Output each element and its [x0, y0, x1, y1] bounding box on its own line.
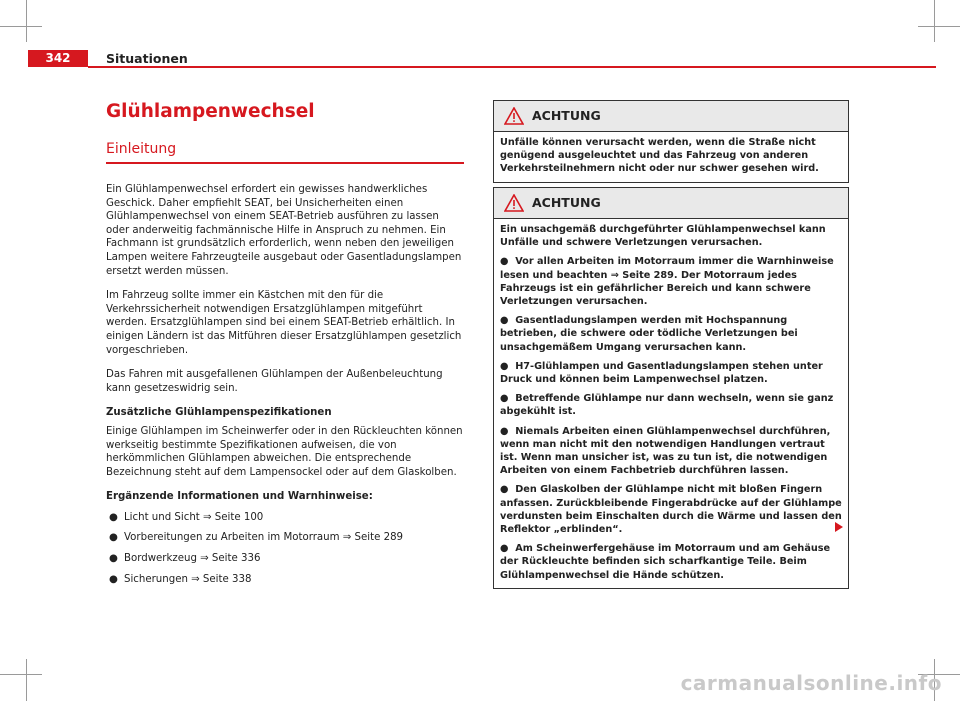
link-bordwerkzeug[interactable]: Bordwerkzeug ⇒ Seite 336 [124, 553, 261, 565]
warning-box-1 [493, 100, 849, 183]
spec-text: Einige Glühlampen im Scheinwerfer oder in den Rückleuchten können werkseitig bestimmte Spezifikationen aufweisen, die von herkömmlichen Glühlampen abweichen. Die entsprechende Bezeichnung steht auf dem Lampensockel oder auf dem Glaskolben. [106, 425, 463, 478]
warning-bullet [500, 255, 842, 308]
warning-bullet-text: H7-Glühlampen und Gasentladungslampen stehen unter Druck und können beim Lampenwechsel platzen. [500, 360, 823, 386]
bullet-icon: ● [109, 553, 118, 565]
bullet-icon: ● [500, 543, 509, 555]
crop-mark [0, 26, 42, 27]
crop-mark [26, 0, 27, 42]
bullet-icon: ● [500, 425, 509, 437]
page-title: Glühlampenwechsel [106, 101, 315, 122]
warning-bullet-text: Den Glaskolben der Glühlampe nicht mit bloßen Fingern anfassen. Zurückbleibende Fingerabdrücke auf der Glühlampe verdunsten beim Einschalten durch die Wärme und lassen den Reflektor „erblinden“. [500, 484, 842, 536]
section-title: Situationen [106, 51, 188, 66]
warning-bullet-text: Am Scheinwerfergehäuse im Motorraum und am Gehäuse der Rückleuchte befinden sich scharfkantige Teile. Beim Glühlampenwechsel die Hände schützen. [500, 543, 831, 581]
warning-bullet-text: Gasentladungslampen werden mit Hochspannung betrieben, die schwere oder tödliche Verletzungen bei unsachgemäßem Umgang verursachen kann. [500, 315, 798, 353]
list-item [106, 511, 464, 525]
left-column [106, 100, 464, 586]
bullet-icon: ● [500, 315, 509, 327]
warning-bullet-text: Niemals Arbeiten einen Glühlampenwechsel durchführen, wenn man nicht mit den notwendigen Handlungen vertraut ist. Wenn man unsicher ist, was zu tun ist, die notwendigen Arbeiten von einem Fachbetrieb durchführen lassen. [500, 425, 831, 477]
warning-header [494, 101, 848, 132]
warning-bullet [500, 392, 842, 418]
crop-mark [0, 674, 42, 675]
list-item [106, 531, 464, 545]
bullet-icon: ● [500, 360, 509, 372]
warning-body [494, 219, 848, 588]
warning-triangle-icon [504, 194, 524, 212]
crop-mark [26, 659, 27, 701]
warning-header [494, 188, 848, 219]
warning-text: Unfälle können verursacht werden, wenn die Straße nicht genügend ausgeleuchtet und das Fahrzeug von anderen Verkehrsteilnehmern nicht oder nur schwer gesehen wird. [500, 137, 819, 175]
paragraph: Ein Glühlampenwechsel erfordert ein gewisses handwerkliches Geschick. Daher empfiehlt SEAT, bei Unsicherheiten einen Glühlampenwechsel von einem SEAT-Betrieb ausführen zu lassen oder anderweitig fachmännische Hilfe in Anspruch zu nehmen. Ein Fachmann ist grundsätzlich erforderlich, wenn neben den jeweiligen Lampen weitere Fahrzeugteile ausgebaut oder Gasentladungslampen ersetzt werden müssen. [106, 184, 462, 277]
bullet-icon: ● [500, 393, 509, 405]
warning-bullet [500, 425, 842, 478]
warning-bullet-text: Betreffende Glühlampe nur dann wechseln, wenn sie ganz abgekühlt ist. [500, 393, 834, 418]
paragraph: Im Fahrzeug sollte immer ein Kästchen mit den für die Verkehrssicherheit notwendigen Ersatzglühlampen mitgeführt werden. Ersatzglühlampen sind bei einem SEAT-Betrieb erhältlich. In einigen Ländern ist das Mitführen dieser Ersatzglühlampen gesetzlich vorgeschrieben. [106, 290, 462, 356]
warning-bullet [500, 483, 842, 536]
link-licht-sicht[interactable]: Licht und Sicht ⇒ Seite 100 [124, 511, 264, 523]
info-heading: Ergänzende Informationen und Warnhinweise: [106, 491, 373, 503]
list-item [106, 552, 464, 566]
spec-heading: Zusätzliche Glühlampenspezifikationen [106, 407, 332, 419]
bullet-icon: ● [500, 256, 509, 268]
warning-body [494, 132, 848, 182]
page-number: 342 [28, 50, 88, 67]
list-item [106, 573, 464, 587]
crop-mark [934, 0, 935, 42]
warning-triangle-icon [504, 107, 524, 125]
warning-intro: Ein unsachgemäß durchgeführter Glühlampenwechsel kann Unfälle und schwere Verletzungen verursachen. [500, 224, 826, 249]
bullet-icon: ● [500, 484, 509, 496]
section-subtitle: Einleitung [106, 140, 464, 164]
warning-label: ACHTUNG [532, 108, 601, 123]
warning-bullet [500, 360, 842, 386]
bullet-icon: ● [109, 573, 118, 585]
crop-mark [918, 26, 960, 27]
warning-box-2 [493, 187, 849, 589]
link-motorraum[interactable]: Vorbereitungen zu Arbeiten im Motorraum ⇒ Seite 289 [124, 532, 404, 544]
watermark: carmanualsonline.info [680, 671, 942, 695]
warning-bullet [500, 542, 842, 582]
warning-label: ACHTUNG [532, 195, 601, 210]
header-rule [88, 66, 936, 68]
continue-arrow-icon [835, 522, 843, 532]
warning-bullet-text: Vor allen Arbeiten im Motorraum immer die Warnhinweise lesen und beachten ⇒ Seite 289. Der Motorraum jedes Fahrzeugs ist ein gefährlicher Bereich und kann schwere Verletzungen verursachen. [500, 256, 834, 308]
warning-bullet [500, 314, 842, 354]
bullet-icon: ● [109, 532, 118, 544]
bullet-icon: ● [109, 511, 118, 523]
paragraph: Das Fahren mit ausgefallenen Glühlampen der Außenbeleuchtung kann gesetzeswidrig sein. [106, 369, 443, 394]
link-sicherungen[interactable]: Sicherungen ⇒ Seite 338 [124, 573, 252, 585]
